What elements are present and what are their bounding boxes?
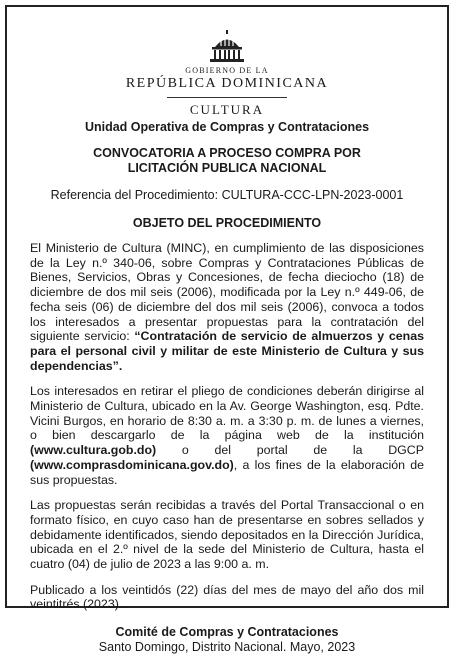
procedure-reference: Referencia del Procedimiento: CULTURA-CCC-LPN-2023-0001 xyxy=(50,188,404,202)
paragraph-3: Las propuestas serán recibidas a través del Portal Transaccional o en formato físico, en cuyo caso han de presentarse en sobres sellados y debidamente identificados, siendo depositados en la Dirección Jurídica, ubicada en el 2.º nivel de la sede del Ministerio de Cultura, hasta el cuatro (04) de julio de 2023 a las 9:00 a. m. xyxy=(30,498,424,572)
paragraph-2-text-c: , a los fines de la elaboración de sus propuestas. xyxy=(30,457,424,487)
paragraph-2 xyxy=(30,384,424,487)
header-divider xyxy=(167,97,287,98)
service-description: “Contratación de servicio de almuerzos y cenas para el personal civil y militar de este Ministerio de Cultura y sus dependencias”. xyxy=(30,329,424,373)
letterhead xyxy=(0,30,454,118)
committee-name: Comité de Compras y Contrataciones xyxy=(115,625,339,640)
notice-title-line2: LICITACIÓN PUBLICA NACIONAL xyxy=(127,161,327,175)
republic-label: REPÚBLICA DOMINICANA xyxy=(125,76,329,91)
paragraph-1-text: El Ministerio de Cultura (MINC), en cumplimiento de las disposiciones de la Ley n.º 340-06, sobre Compras y Contrataciones Públicas de Bienes, Servicios, Obras y Concesiones, de fecha dieciocho (18) de diciembre de dos mil seis (2006), modificada por la Ley n.º 449-06, de fecha seis (06) de diciembre del dos mil seis (2006), convoca a todos los interesados a presentar propuestas para la contratación del siguiente servicio: xyxy=(30,241,424,344)
ministry-label: CULTURA xyxy=(189,102,265,117)
signature-block xyxy=(30,625,424,655)
dgcp-website-link[interactable]: (www.comprasdominicana.gov.do) xyxy=(30,457,234,472)
notice-title xyxy=(30,146,424,176)
government-label: GOBIERNO DE LA xyxy=(185,66,269,75)
notice-title-line1: CONVOCATORIA A PROCESO COMPRA POR xyxy=(93,146,361,160)
paragraph-1 xyxy=(30,241,424,373)
paragraph-2-text-b: o del portal de la DGCP xyxy=(156,443,424,458)
paragraph-2-text-a: Los interesados en retirar el pliego de condiciones deberán dirigirse al Ministerio de Cultura, ubicado en la Av. George Washington, esq. Pdte. Vicini Burgos, en horario de 8:30 a. m. a 3:30 p. m. de lunes a viernes, o bien descargarlo de la página web de la institución xyxy=(30,384,424,443)
ministry-website-link[interactable]: (www.cultura.gob.do) xyxy=(30,443,157,458)
section-title: OBJETO DEL PROCEDIMIENTO xyxy=(132,216,322,230)
paragraph-4: Publicado a los veintidós (22) días del mes de mayo del año dos mil veintitrés (2023). xyxy=(30,582,424,612)
unit-heading: Unidad Operativa de Compras y Contrataciones xyxy=(84,120,370,134)
place-date: Santo Domingo, Distrito Nacional. Mayo, 2023 xyxy=(98,640,356,655)
notice-body xyxy=(30,120,424,655)
capitol-dome-icon xyxy=(207,30,247,64)
